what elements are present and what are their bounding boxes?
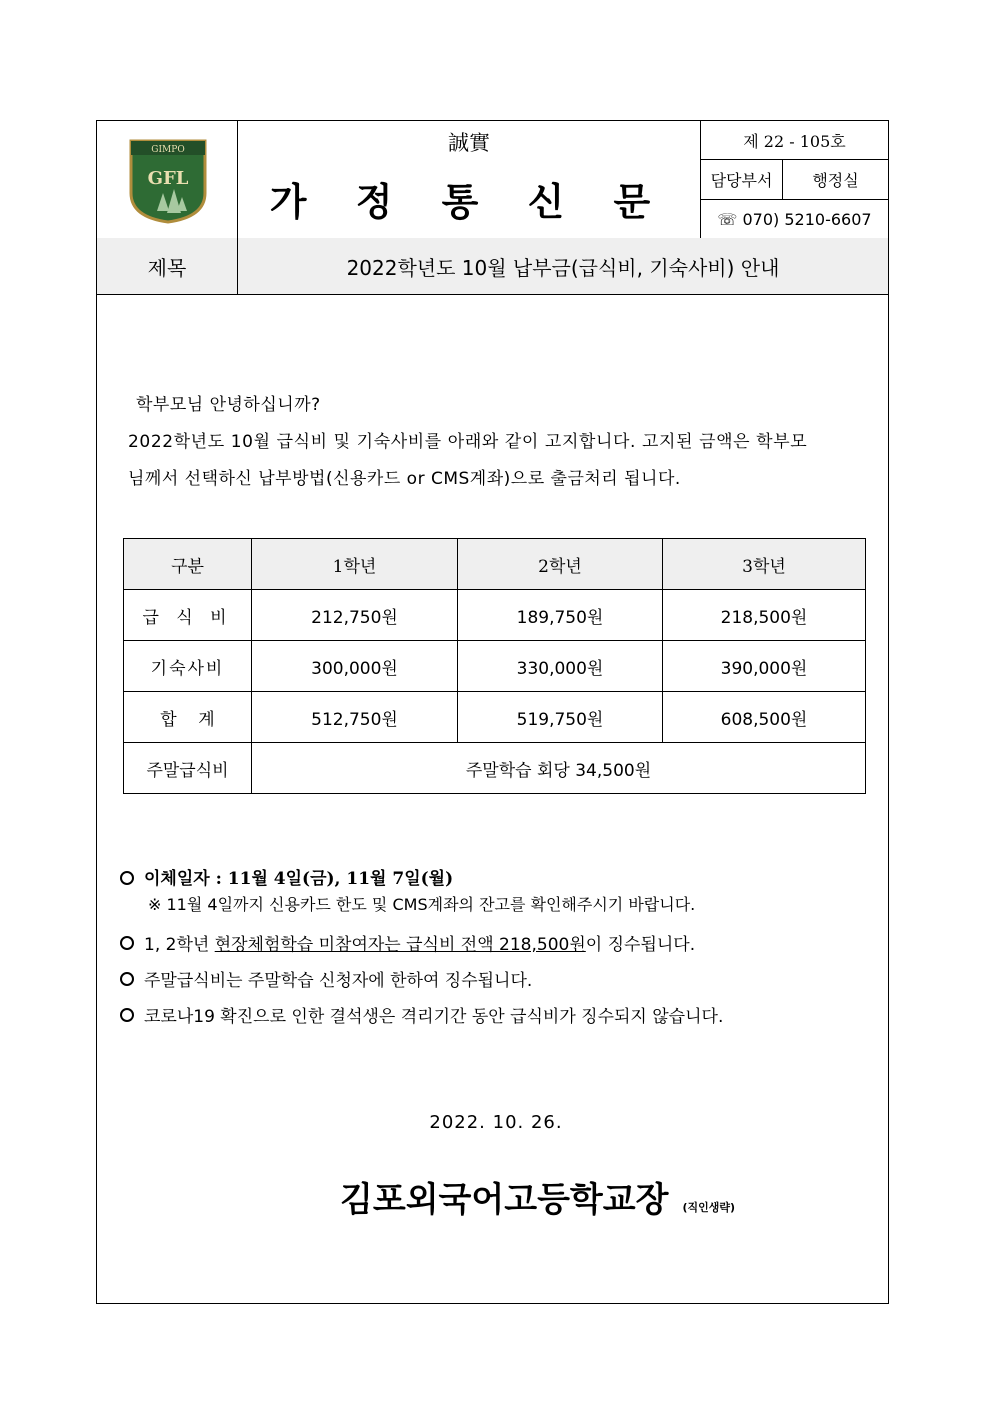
header-cell: 2학년 [458,539,663,590]
table-row [124,692,866,743]
school-logo [97,121,237,238]
subject-label: 제목 [97,238,238,294]
note-item [120,930,695,955]
title-cell [238,121,701,238]
header [97,121,888,239]
dept-value: 행정실 [812,171,859,190]
circle-bullet-icon [120,972,134,986]
body-line-2: 님께서 선택하신 납부방법(신용카드 or CMS계좌)으로 출금처리 됩니다. [128,469,681,489]
issue-date: 2022. 10. 26. [429,1112,563,1133]
logo-top-text: GIMPO [151,145,185,155]
note-text: 이 징수됩니다. [585,935,696,955]
subject-text: 2022학년도 10월 납부금(급식비, 기숙사비) 안내 [346,255,780,280]
body-line-1: 2022학년도 10월 급식비 및 기숙사비를 아래와 같이 고지합니다. 고지된 금액은 학부모 [128,432,808,452]
fee-table [123,538,866,794]
table-row [124,743,866,794]
row-label: 기숙사비 [124,641,252,692]
principal-name: 김포외국어고등학교장 [340,1180,669,1220]
table-cell: 390,000원 [663,641,866,692]
table-header-row [124,539,866,590]
greeting: 학부모님 안녕하십니까? [136,395,321,415]
motto: 誠實 [448,131,490,155]
dept-label: 담당부서 [701,160,783,199]
issue-number: 제 22 - 105호 [701,121,888,160]
header-cell: 1학년 [252,539,458,590]
note-text: 1, 2학년 [144,935,215,955]
dept-row [701,160,888,200]
table-cell: 519,750원 [458,692,663,743]
table-cell: 330,000원 [458,641,663,692]
note-transfer-date [120,864,453,889]
note-text: 이체일자 : 11월 4일(금), 11월 7일(월) [144,869,454,889]
circle-bullet-icon [120,936,134,950]
table-row [124,590,866,641]
signature [340,1172,735,1221]
header-cell: 구분 [124,539,252,590]
seal-note: (직인생략) [682,1201,736,1214]
circle-bullet-icon [120,871,134,885]
table-cell: 주말학습 회당 34,500원 [252,743,866,794]
info-cell [701,121,888,238]
row-label: 주말급식비 [124,743,252,794]
logo-cell [97,121,238,238]
note-item [120,966,532,991]
table-row [124,641,866,692]
table-cell: 218,500원 [663,590,866,641]
table-cell: 608,500원 [663,692,866,743]
circle-bullet-icon [120,1008,134,1022]
note-sub: ※ 11월 4일까지 신용카드 한도 및 CMS계좌의 잔고를 확인해주시기 바랍니다. [148,895,696,914]
table-cell: 512,750원 [252,692,458,743]
subject-row [97,238,888,295]
row-label: 합 계 [124,692,252,743]
note-item [120,1002,723,1027]
table-cell: 300,000원 [252,641,458,692]
row-label: 급 식 비 [124,590,252,641]
note-underline: 현장체험학습 미참여자는 급식비 전액 218,500원 [214,935,586,955]
note-text: 코로나19 확진으로 인한 결석생은 격리기간 동안 급식비가 징수되지 않습니다. [144,1007,724,1027]
logo-main-text: GFL [147,168,189,189]
table-cell: 189,750원 [458,590,663,641]
table-cell: 212,750원 [252,590,458,641]
phone-number: ☏ 070) 5210-6607 [717,209,872,229]
note-text: 주말급식비는 주말학습 신청자에 한하여 징수됩니다. [144,971,533,991]
page-title: 가 정 통 신 문 [269,180,669,224]
header-cell: 3학년 [663,539,866,590]
